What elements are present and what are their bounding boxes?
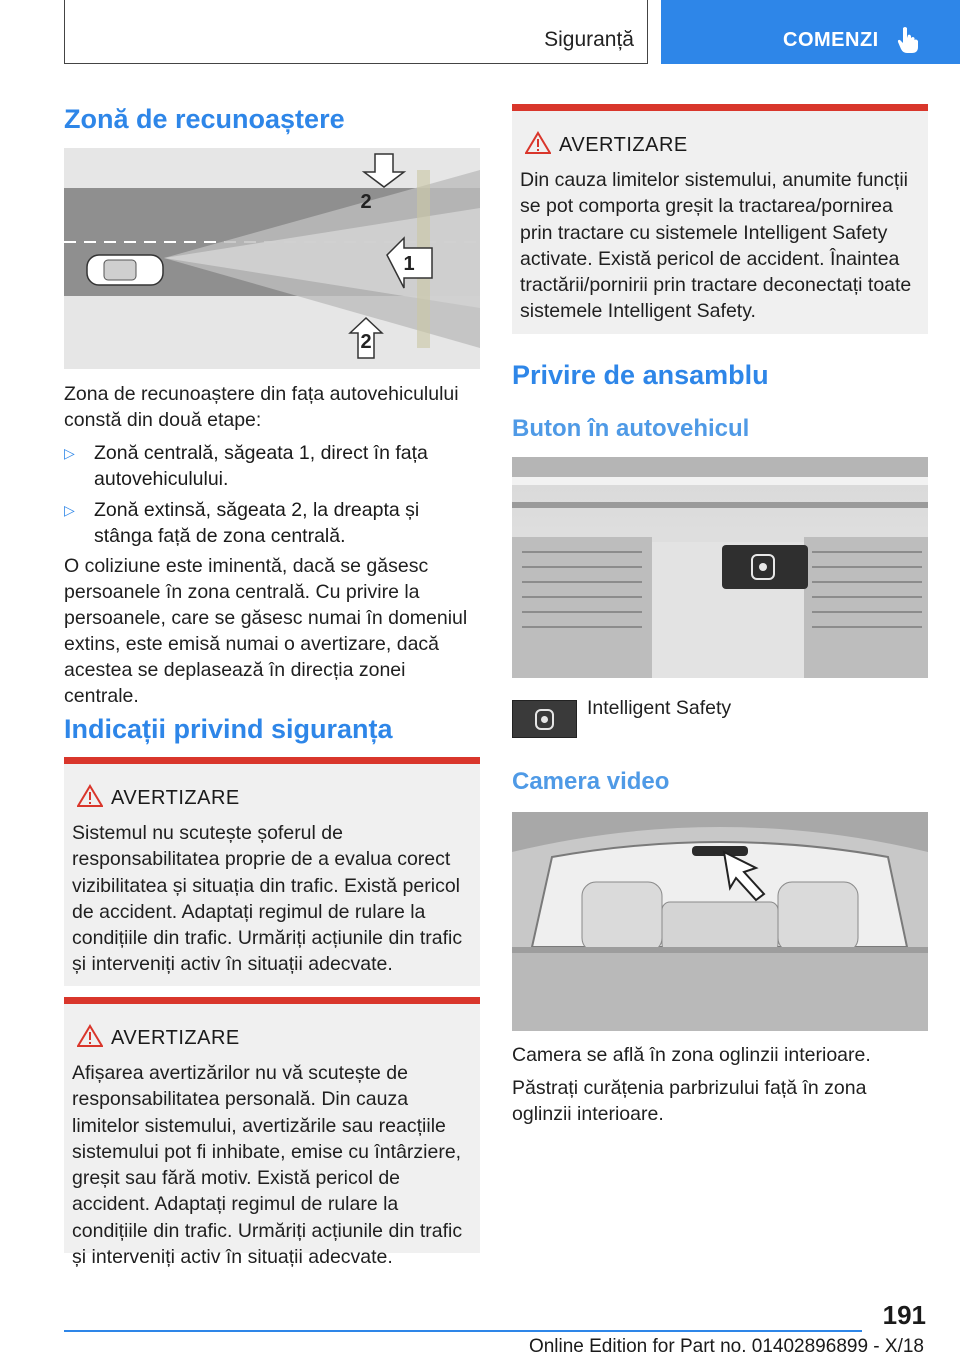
warning-title: AVERTIZARE — [559, 134, 688, 156]
figure-label-3: 2 — [360, 331, 372, 353]
section-title-recognition-zone: Zonă de recunoaștere — [64, 104, 345, 134]
triangle-bullet-icon: ▷ — [64, 445, 75, 461]
warning-text: Afișarea avertizărilor nu vă scutește de responsabilitatea personală. Din cauza limitelor sistemului, avertizările sau reacțiile sistemului pot fi inhibate, emise cu întârziere, greșit sau fără motiv. Există pericol de accident. Adaptați regimul de rulare la condițiile din trafic. Urmăriți acțiunile din trafic și interveniți activ în situații adecvate. — [72, 1062, 463, 1269]
subsection-title-camera: Camera video — [512, 768, 670, 795]
collision-paragraph: O coliziune este iminentă, dacă se găsesc persoanele în zona centrală. Cu privire la persoanele, care se găsesc numai în domeniul extins, este emisă numai o avertizare, dacă acestea se deplasează în direcția zonei centrale. — [64, 555, 468, 707]
button-in-car-photo — [512, 457, 928, 678]
list-item-text: Zonă extinsă, săgeata 2, la dreapta și stânga față de zona centrală. — [94, 499, 420, 547]
page-number: 191 — [882, 1300, 926, 1330]
section-title-overview: Privire de ansamblu — [512, 360, 769, 390]
header-section-title: Siguranță — [544, 28, 634, 51]
warning-box-1 — [64, 757, 480, 986]
camera-paragraph-1: Camera se află în zona oglinzii interioare. — [512, 1044, 871, 1066]
intro-paragraph: Zona de recunoaștere din fața autovehiculului constă din două etape: — [64, 383, 459, 431]
car-icon — [87, 255, 163, 285]
warning-triangle-icon — [77, 784, 103, 808]
warning-text: Sistemul nu scutește șoferul de responsabilitatea proprie de a evalua corect vizibilitatea și situația din trafic. Există pericol de accident. Adaptați regimul de rulare la condițiile din trafic. Urmăriți acțiunile din trafic și interveniți activ în situații adecvate. — [72, 822, 463, 976]
header-tab-label: COMENZI — [783, 29, 879, 51]
warning-text: Din cauza limitelor sistemului, anumite funcții se pot comporta greșit la tractarea/pornirea prin tractare cu sistemele Intelligent Safety activate. Există pericol de accident. Înaintea tractării/pornirii prin tractare deconectați toate sistemele Intelligent Safety. — [520, 169, 912, 323]
warning-box-2 — [64, 997, 480, 1269]
header-tab-comenzi[interactable] — [661, 0, 960, 64]
list-item-text: Zonă centrală, săgeata 1, direct în fața autovehiculului. — [94, 442, 428, 490]
warning-title: AVERTIZARE — [111, 787, 240, 809]
section-title-safety: Indicații privind siguranța — [64, 714, 393, 744]
triangle-bullet-icon: ▷ — [64, 502, 75, 518]
camera-location-photo — [512, 812, 928, 1031]
camera-paragraph-2: Păstrați curățenia parbrizului față în zona oglinzii interioare. — [512, 1077, 867, 1125]
footer-edition: Online Edition for Part no. 01402896899 - X/18 — [528, 1336, 924, 1357]
footer-rule — [64, 1330, 862, 1332]
list-item — [64, 440, 480, 492]
figure-label-1: 2 — [360, 191, 372, 213]
subsection-title-button: Buton în autovehicul — [512, 415, 750, 442]
hand-pointer-icon — [897, 26, 919, 54]
list-item — [64, 497, 480, 549]
button-caption: Intelligent Safety — [587, 697, 732, 719]
warning-triangle-icon — [77, 1024, 103, 1048]
recognition-zone-figure — [64, 148, 480, 369]
intelligent-safety-button-icon[interactable] — [512, 700, 577, 738]
warning-title: AVERTIZARE — [111, 1027, 240, 1049]
warning-triangle-icon — [525, 131, 551, 155]
warning-box-3 — [512, 104, 928, 334]
figure-label-2: 1 — [403, 253, 415, 275]
